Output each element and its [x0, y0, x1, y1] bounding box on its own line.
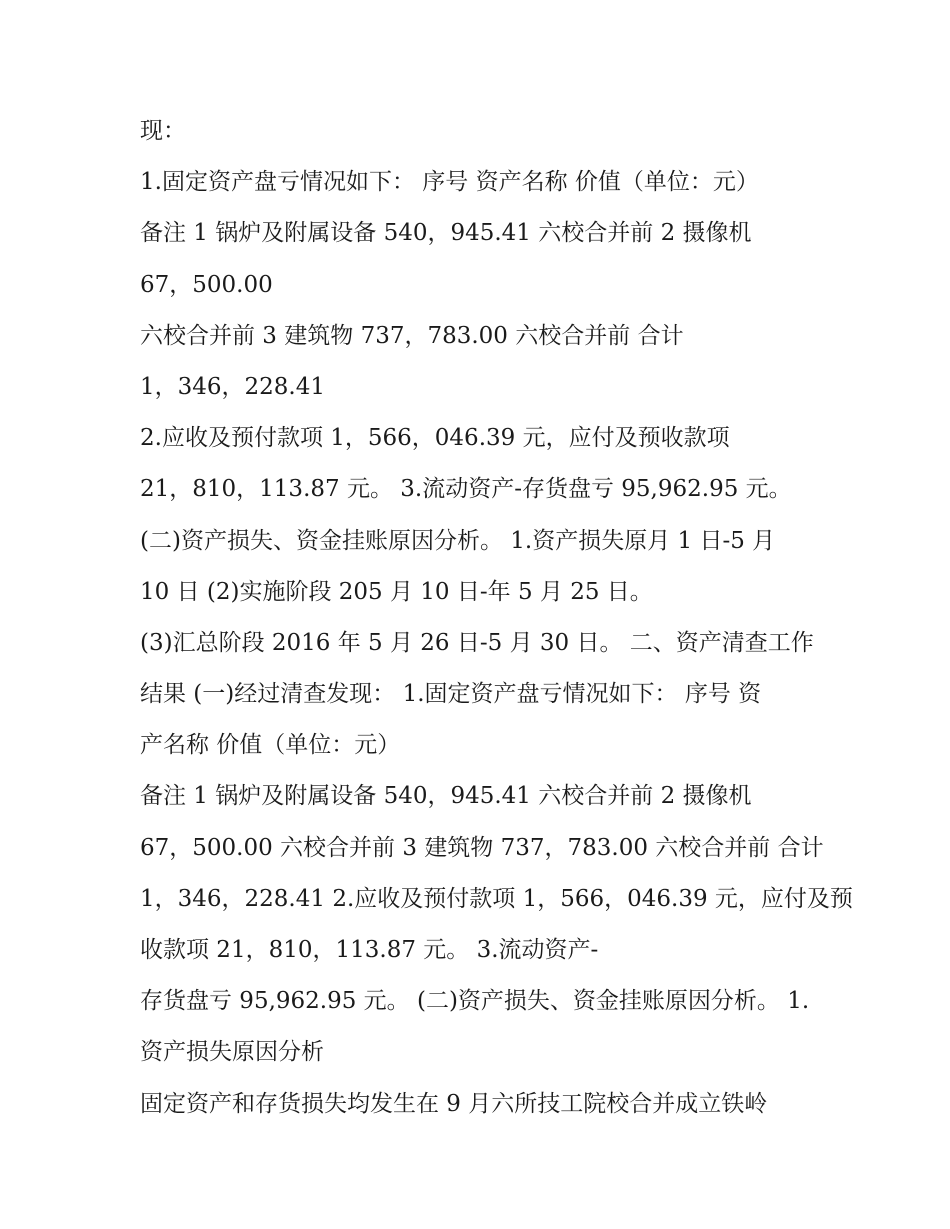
text-line: 结果 (一)经过清查发现： 1.固定资产盘亏情况如下： 序号 资: [140, 681, 762, 708]
text-line: 六校合并前 3 建筑物 737，783.00 六校合并前 合计: [140, 322, 684, 349]
text-line: 1.固定资产盘亏情况如下： 序号 资产名称 价值（单位：元）: [140, 169, 759, 196]
text-line: 收款项 21，810，113.87 元。 3.流动资产-: [140, 937, 599, 963]
text-line: 67，500.00: [140, 271, 273, 298]
text-line: 67，500.00 六校合并前 3 建筑物 737，783.00 六校合并前 合计: [140, 834, 824, 861]
text-line: 1，346，228.41: [140, 373, 326, 400]
text-line: 1，346，228.41 2.应收及预付款项 1，566，046.39 元，应付及预: [140, 885, 853, 912]
text-line: 现：: [140, 118, 186, 144]
text-line: 10 日 (2)实施阶段 205 月 10 日-年 5 月 25 日。: [140, 578, 653, 605]
text-line: 21，810，113.87 元。 3.流动资产-存货盘亏 95,962.95 元。: [140, 476, 792, 503]
text-line: 2.应收及预付款项 1，566，046.39 元，应付及预收款项: [140, 425, 730, 452]
text-line: 备注 1 锅炉及附属设备 540，945.41 六校合并前 2 摄像机: [140, 783, 752, 810]
text-line: 固定资产和存货损失均发生在 9 月六所技工院校合并成立铁岭: [140, 1090, 768, 1117]
text-line: 产名称 价值（单位：元）: [140, 732, 401, 759]
text-line: 备注 1 锅炉及附属设备 540，945.41 六校合并前 2 摄像机: [140, 220, 752, 247]
document-body: [140, 112, 853, 1136]
text-line: (二)资产损失、资金挂账原因分析。 1.资产损失原月 1 日-5 月: [140, 527, 776, 554]
text-line: (3)汇总阶段 2016 年 5 月 26 日-5 月 30 日。 二、资产清查工作: [140, 629, 814, 656]
text-line: 资产损失原因分析: [140, 1039, 324, 1066]
text-line: 存货盘亏 95,962.95 元。 (二)资产损失、资金挂账原因分析。 1.: [140, 988, 810, 1015]
